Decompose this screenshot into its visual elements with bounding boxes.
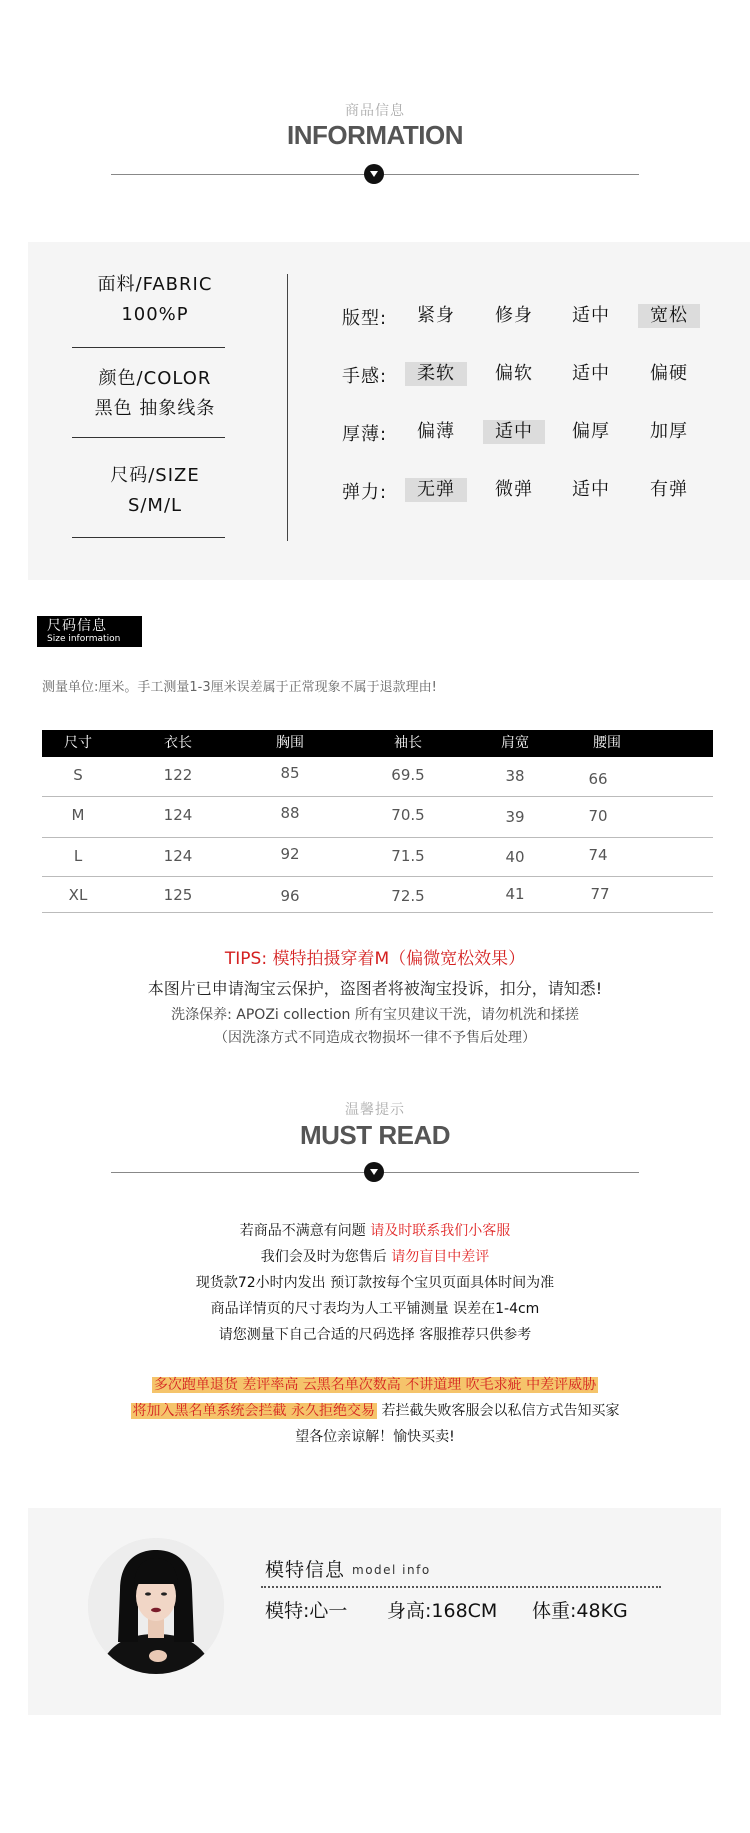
attr-option: 有弹 [650, 479, 688, 500]
avatar [88, 1538, 224, 1674]
table-cell: 70.5 [391, 806, 425, 824]
size-info-badge-title: 尺码信息 [47, 618, 107, 634]
table-cell: 77 [590, 885, 610, 903]
table-cell: 96 [280, 887, 300, 905]
attr-option: 微弹 [495, 479, 533, 500]
attr-label-thickness: 厚薄: [342, 424, 388, 445]
size-value: S/M/L [127, 495, 183, 516]
must-read-text: 若商品不满意有问题 [239, 1223, 371, 1239]
chevron-down-icon [364, 164, 384, 184]
divider-line [72, 347, 225, 348]
attr-option: 偏硬 [650, 363, 688, 384]
table-header-cell: 肩宽 [501, 735, 529, 751]
fabric-block [55, 270, 255, 330]
attr-label-feel: 手感: [342, 366, 388, 387]
must-read-line: 商品详情页的尺寸表均为人工平铺测量 误差在1-4cm [210, 1301, 540, 1317]
closing-line: 望各位亲谅解！愉快买卖! [295, 1429, 455, 1445]
table-cell: 74 [588, 846, 608, 864]
attr-option: 紧身 [417, 305, 455, 326]
table-row-divider [42, 912, 713, 913]
warning-text: 若拦截失败客服会以私信方式告知买家 [377, 1403, 620, 1419]
section-subtitle-info: 商品信息 [345, 103, 405, 119]
must-read-line [0, 1244, 750, 1270]
fabric-value: 100%P [121, 304, 189, 325]
warning-highlight: 将加入黑名单系统会拦截 永久拒绝交易 [132, 1403, 375, 1419]
color-label: 颜色/COLOR [98, 368, 212, 389]
table-cell: 85 [280, 764, 300, 782]
attr-option-selected: 适中 [483, 420, 545, 444]
attr-option: 修身 [495, 305, 533, 326]
table-cell: 66 [588, 770, 608, 788]
table-cell: 38 [505, 767, 525, 785]
table-cell: 125 [163, 886, 193, 904]
table-header-cell: 袖长 [394, 735, 422, 751]
table-cell: 122 [163, 766, 193, 784]
warning-highlight: 多次跑单退货 差评率高 云黑名单次数高 不讲道理 吹毛求疵 中差评威胁 [153, 1377, 597, 1393]
section-title-information: INFORMATION [287, 120, 463, 150]
table-cell: 70 [588, 807, 608, 825]
tips-text: TIPS: 模特拍摄穿着M（偏微宽松效果） [224, 949, 526, 969]
table-cell: 124 [163, 847, 193, 865]
table-cell: XL [68, 886, 88, 904]
model-info-title: 模特信息 [265, 1559, 346, 1581]
attr-option-selected: 柔软 [405, 362, 467, 386]
must-read-text: 我们会及时为您售后 [260, 1249, 392, 1265]
must-read-line: 请您测量下自己合适的尺码选择 客服推荐只供参考 [218, 1327, 532, 1343]
copyright-notice: 本图片已申请淘宝云保护，盗图者将被淘宝投诉，扣分，请知悉! [147, 979, 603, 998]
table-row-divider [42, 837, 713, 838]
section-title-must-read: MUST READ [299, 1120, 451, 1150]
fabric-label: 面料/FABRIC [97, 274, 213, 295]
attr-option: 偏软 [495, 363, 533, 384]
attr-option-selected: 宽松 [638, 304, 700, 328]
model-weight: 体重:48KG [532, 1600, 628, 1622]
color-value: 黑色 抽象线条 [94, 398, 216, 419]
attr-option: 偏厚 [572, 421, 610, 442]
model-name: 模特:心一 [265, 1600, 348, 1622]
table-cell: 39 [505, 808, 525, 826]
must-read-highlight: 请勿盲目中差评 [391, 1249, 490, 1265]
attr-option: 适中 [572, 363, 610, 384]
section-subtitle-notice: 温馨提示 [345, 1102, 405, 1118]
table-header-cell: 腰围 [593, 735, 621, 751]
model-info-subtitle: model info [352, 1563, 431, 1577]
table-cell: 72.5 [391, 887, 425, 905]
divider-line [72, 537, 225, 538]
model-height: 身高:168CM [387, 1600, 498, 1622]
table-header-cell: 尺寸 [64, 735, 92, 751]
table-cell: M [71, 806, 85, 824]
table-header-cell: 衣长 [164, 735, 192, 751]
model-portrait [88, 1538, 224, 1674]
size-info-badge-subtitle: Size information [47, 634, 121, 644]
warning-line [0, 1398, 750, 1424]
size-block [55, 461, 255, 521]
divider-line [72, 437, 225, 438]
size-info-badge [37, 616, 142, 647]
attr-label-stretch: 弹力: [342, 482, 388, 503]
attr-option: 适中 [572, 479, 610, 500]
table-cell: 92 [280, 845, 300, 863]
table-row-divider [42, 796, 713, 797]
table-cell: 124 [163, 806, 193, 824]
care-notice: 洗涤保养: APOZi collection 所有宝贝建议干洗，请勿机洗和揉搓 [171, 1007, 579, 1023]
attr-option: 加厚 [650, 421, 688, 442]
table-cell: S [73, 766, 83, 784]
table-cell: 88 [280, 804, 300, 822]
must-read-line: 现货款72小时内发出 预订款按每个宝贝页面具体时间为准 [195, 1275, 555, 1291]
table-row-divider [42, 876, 713, 877]
table-cell: 40 [505, 848, 525, 866]
care-disclaimer: （因洗涤方式不同造成衣物损坏一律不予售后处理） [214, 1030, 536, 1046]
table-cell: 41 [505, 885, 525, 903]
color-block [55, 364, 255, 424]
must-read-highlight: 请及时联系我们小客服 [370, 1223, 511, 1239]
table-cell: L [73, 847, 83, 865]
table-cell: 71.5 [391, 847, 425, 865]
attr-option: 偏薄 [417, 421, 455, 442]
size-note: 测量单位:厘米。手工测量1-3厘米误差属于正常现象不属于退款理由! [42, 680, 437, 695]
chevron-down-icon [364, 1162, 384, 1182]
size-label: 尺码/SIZE [110, 465, 200, 486]
must-read-line [0, 1218, 750, 1244]
attr-label-fit: 版型: [342, 308, 388, 329]
attr-option-selected: 无弹 [405, 478, 467, 502]
warning-line [0, 1372, 750, 1398]
table-header-cell: 胸围 [276, 735, 304, 751]
table-cell: 69.5 [391, 766, 425, 784]
attr-option: 适中 [572, 305, 610, 326]
vertical-divider [287, 274, 288, 541]
dotted-divider [261, 1586, 661, 1588]
